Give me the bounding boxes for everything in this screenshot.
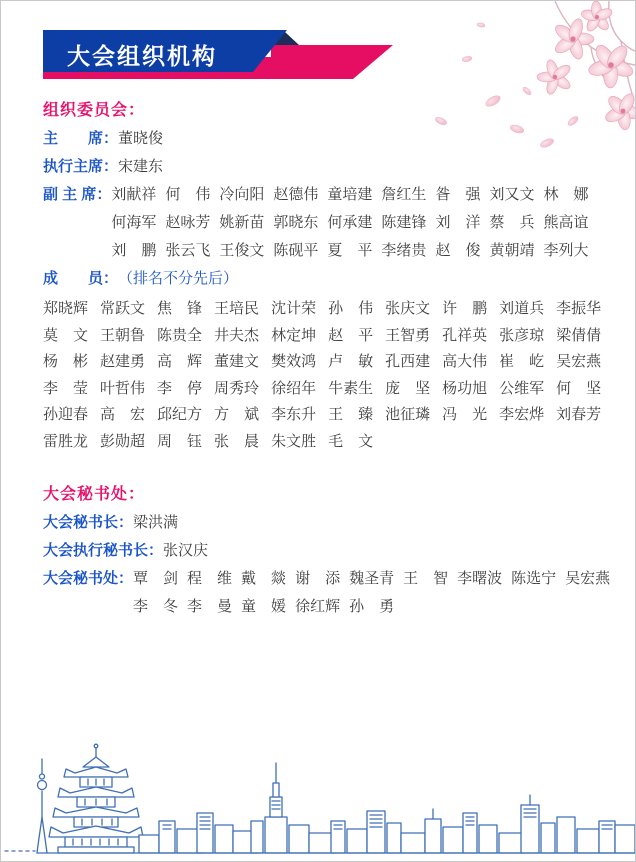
- person-name: 蔡 兵: [489, 214, 535, 231]
- person-name: 王培民: [214, 300, 260, 317]
- name-line: [111, 209, 603, 237]
- name-line: [118, 153, 603, 181]
- person-name: 魏圣青: [349, 570, 395, 587]
- person-name: 陈砚平: [273, 242, 319, 259]
- person-name: 詹红生: [381, 186, 427, 203]
- person-name: 李曙波: [457, 570, 503, 587]
- person-name: 牛素生: [328, 379, 374, 397]
- member-row: [43, 376, 603, 403]
- person-name: 周 钰: [157, 432, 203, 450]
- pagoda: [49, 744, 143, 853]
- entry-label: 副 主 席：: [43, 186, 112, 203]
- name-line: [133, 509, 603, 537]
- person-name: 常跃文: [100, 300, 146, 317]
- person-name: 叶哲伟: [100, 379, 146, 397]
- person-name: 林定坤: [271, 326, 317, 344]
- person-name: 陈贵全: [157, 326, 203, 344]
- person-name: 赵咏芳: [165, 214, 211, 231]
- person-name: 徐绍年: [271, 379, 317, 397]
- entry-row: [43, 509, 603, 537]
- tv-tower: [37, 759, 47, 853]
- person-name: 井夫杰: [214, 326, 260, 344]
- person-name: 周秀玲: [214, 379, 260, 397]
- person-name: 夏 平: [327, 242, 373, 259]
- entry-row: [43, 265, 603, 293]
- person-name: 朱文胜: [271, 432, 317, 450]
- person-name: 李 冬: [133, 598, 179, 615]
- person-name: 何 伟: [165, 186, 211, 203]
- person-name: 戴 燚: [241, 570, 287, 587]
- name-line: [163, 537, 603, 565]
- entry-names: [118, 265, 603, 293]
- person-name: 李振华: [556, 300, 602, 317]
- person-name: 黄朝靖: [489, 242, 535, 259]
- member-row: [43, 296, 603, 323]
- person-name: 张汉庆: [163, 542, 209, 559]
- person-name: 樊效鸿: [271, 353, 317, 370]
- name-line: [118, 125, 603, 153]
- person-name: 孙迎春: [43, 406, 89, 423]
- person-name: 李 停: [157, 379, 203, 397]
- person-name: 莫 文: [43, 326, 89, 344]
- entry-note: （排名不分先后）: [118, 270, 239, 287]
- name-line: [111, 181, 603, 209]
- entry-names: [118, 153, 603, 181]
- entry-names: [163, 537, 603, 565]
- person-name: 刘献祥: [111, 186, 157, 203]
- person-name: 谢 添: [295, 570, 341, 587]
- section-heading: 大会秘书处：: [43, 486, 146, 503]
- person-name: 冷向阳: [219, 186, 265, 203]
- member-row: [43, 323, 603, 350]
- person-name: 公维军: [499, 379, 545, 397]
- person-name: 孔西建: [385, 353, 431, 370]
- person-name: 雷胜龙: [43, 432, 89, 450]
- person-name: 郑晓辉: [43, 300, 89, 317]
- person-name: 孙 伟: [328, 300, 374, 317]
- section-heading: 组织委员会：: [43, 102, 146, 119]
- person-name: 张云飞: [165, 242, 211, 259]
- person-name: 陈选宁: [511, 570, 557, 587]
- entry-row: [43, 125, 603, 153]
- person-name: 昝 强: [435, 186, 481, 203]
- person-name: 程 维: [187, 570, 233, 587]
- person-name: 李 莹: [43, 379, 89, 397]
- person-name: 赵 俊: [435, 242, 481, 259]
- person-name: 毛 文: [328, 432, 374, 450]
- member-row: [43, 429, 603, 456]
- person-name: 林 娜: [543, 186, 589, 203]
- person-name: 宋建东: [118, 158, 164, 175]
- member-row: [43, 402, 603, 429]
- person-name: 徐红辉: [295, 598, 341, 615]
- person-name: 高 辉: [157, 353, 203, 370]
- entry-label: 大会秘书长：: [43, 514, 134, 531]
- person-name: 姚新苗: [219, 214, 265, 231]
- person-name: 何海军: [111, 214, 157, 231]
- person-name: 杨 彬: [43, 353, 89, 370]
- entry-row: [43, 181, 603, 265]
- entry-row: [43, 565, 611, 621]
- city-buildings: [139, 763, 635, 853]
- member-list: [43, 296, 603, 455]
- person-name: 梁洪满: [133, 514, 179, 531]
- entry-label: 成 员：: [43, 270, 119, 287]
- person-name: 刘 洋: [435, 214, 481, 231]
- person-name: 吴宏燕: [565, 570, 611, 587]
- content-sections: [43, 89, 611, 621]
- person-name: 赵 平: [328, 326, 374, 344]
- person-name: 王朝鲁: [100, 326, 146, 344]
- entry-names: [133, 565, 611, 621]
- person-name: 何承建: [327, 214, 373, 231]
- person-name: 许 鹏: [442, 300, 488, 317]
- person-name: 焦 锋: [157, 300, 203, 317]
- person-name: 郭晓东: [273, 214, 319, 231]
- person-name: 彭勋超: [100, 432, 146, 450]
- member-row: [43, 349, 603, 376]
- page-title: 大会组织机构: [67, 43, 217, 69]
- person-name: 董建文: [214, 353, 260, 370]
- person-name: 池征璘: [385, 406, 431, 423]
- person-name: 杨功旭: [442, 379, 488, 397]
- person-name: 董晓俊: [118, 130, 164, 147]
- person-name: 吴宏燕: [556, 353, 602, 370]
- person-name: 李列大: [543, 242, 589, 259]
- person-name: 张庆文: [385, 300, 431, 317]
- person-name: 李宏烨: [499, 406, 545, 423]
- person-name: 何 坚: [556, 379, 602, 397]
- entry-names: [118, 125, 603, 153]
- person-name: 刘春芳: [556, 406, 602, 423]
- person-name: 沈计荣: [271, 300, 317, 317]
- person-name: 邱纪方: [157, 406, 203, 423]
- person-name: 童培建: [327, 186, 373, 203]
- person-name: 高大伟: [442, 353, 488, 370]
- person-name: 王 臻: [328, 406, 374, 423]
- person-name: 张 晨: [214, 432, 260, 450]
- person-name: 孔祥英: [442, 326, 488, 344]
- entry-label: 执行主席：: [43, 158, 119, 175]
- person-name: 熊高谊: [543, 214, 589, 231]
- person-name: 崔 屹: [499, 353, 545, 370]
- person-name: 童 媛: [241, 598, 287, 615]
- person-name: 孙 勇: [349, 598, 395, 615]
- person-name: 刘又文: [489, 186, 535, 203]
- person-name: 冯 光: [442, 406, 488, 423]
- entry-label: 大会秘书处：: [43, 570, 134, 587]
- person-name: 庞 坚: [385, 379, 431, 397]
- name-line: [111, 237, 603, 265]
- person-name: 李东升: [271, 406, 317, 423]
- person-name: 高 宏: [100, 406, 146, 423]
- entry-label: 大会执行秘书长：: [43, 542, 164, 559]
- person-name: 陈建锋: [381, 214, 427, 231]
- entry-row: [43, 153, 603, 181]
- person-name: 刘 鹏: [111, 242, 157, 259]
- person-name: 李 曼: [187, 598, 233, 615]
- person-name: 方 斌: [214, 406, 260, 423]
- wuhan-skyline-illustration: [1, 725, 636, 860]
- person-name: 王智勇: [385, 326, 431, 344]
- entry-label: 主 席：: [43, 130, 119, 147]
- person-name: 覃 剑: [133, 570, 179, 587]
- person-name: 王 智: [403, 570, 449, 587]
- person-name: 张彦琼: [499, 326, 545, 344]
- person-name: 李绪贵: [381, 242, 427, 259]
- entry-row: [43, 537, 603, 565]
- entry-names: [133, 509, 603, 537]
- name-line: [133, 593, 603, 621]
- person-name: 王俊文: [219, 242, 265, 259]
- person-name: 赵德伟: [273, 186, 319, 203]
- person-name: 梁倩倩: [556, 326, 602, 344]
- person-name: 刘道兵: [499, 300, 545, 317]
- name-line: [133, 565, 611, 593]
- person-name: 赵建勇: [100, 353, 146, 370]
- entry-names: [111, 181, 603, 265]
- person-name: 卢 敏: [328, 353, 374, 370]
